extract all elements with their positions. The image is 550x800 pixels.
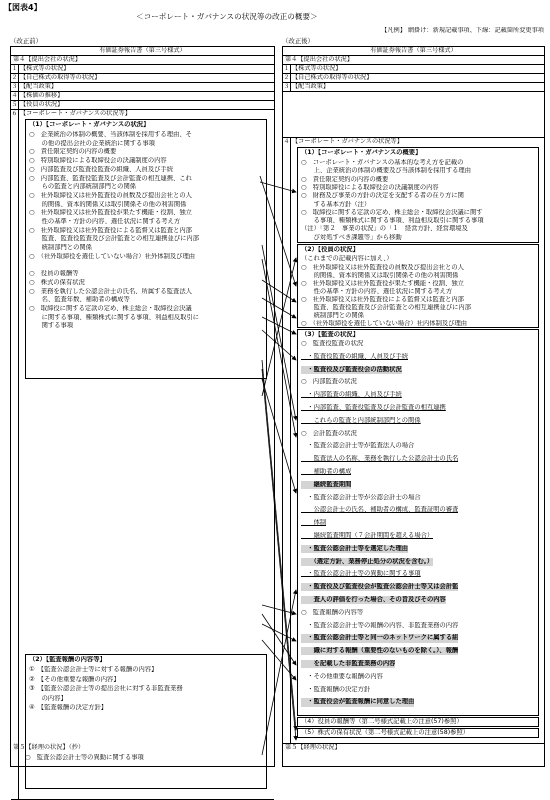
list-item: ○ 特別取締役による取締役会の決議制度の内容 — [29, 157, 167, 165]
arrow-cpa — [262, 379, 296, 493]
left-sub1: （1）【コーポレート・ガバナンスの状況】 — [29, 121, 150, 128]
right-section5: 第５【経理の状況】 — [285, 744, 341, 751]
list-item: ○ 内部監査、監査役監査及び会計監査の相互連携、これ — [29, 174, 192, 182]
list-item: ・監査公認会計士等が監査法人の場合 — [301, 442, 415, 450]
list-item: 的関係、資本的関係又は取引関係その他の利害関係 — [29, 200, 187, 208]
list-item: ○ 社外取締役又は社外監査役が果たす機能・役割、独立 — [29, 209, 192, 217]
arrow-audit-coordination — [262, 259, 296, 437]
list-item: ・監査役及び監査役会が監査公認会計士等又は会計監 — [301, 583, 459, 591]
figure-label: 【図表4】 — [4, 3, 42, 12]
list-item: ・監査公認会計士等を選定した理由 — [301, 544, 409, 552]
list-item: 継続監査期間（７会計期間を超える場合） — [301, 532, 434, 539]
list-item: ○ 社外取締役又は社外監査役による監督又は監査と内部 — [301, 296, 464, 303]
list-item: の内容】 — [29, 694, 67, 702]
list-item: び対処すべき課題等」から移動 — [301, 233, 402, 241]
list-item: ○ 責任限定契約の内容の概要 — [301, 175, 389, 183]
list-item: らの監査と内部統制部門との関係 — [29, 183, 137, 191]
left-row-5: ５ 【役員の状況】 — [11, 101, 274, 110]
list-item: ○ 役員の報酬等 — [29, 270, 79, 278]
arrow-outside-director-1 — [262, 280, 296, 302]
list-item: ・監査報酬の決定方針 — [301, 685, 371, 693]
left-section5-item: ○ 監査公認会計士等の異動に関する事項 — [25, 754, 144, 761]
list-item: ・内部監査の組織、人員及び手続 — [301, 391, 402, 399]
list-item: 性の基準・方針の内容、選任状況に関する考え方 — [29, 218, 181, 225]
list-item: ○ 財務及び事業の方針の決定を支配する者の在り方に関 — [301, 192, 464, 200]
left-row-3: ３ 【配当政策】 — [11, 83, 274, 92]
list-item: ・監査公認会計士等と同一のネットワークに属する組 — [301, 634, 459, 642]
list-item: に関する事項、種類株式に関する事項、利益相反取引に — [29, 313, 200, 321]
list-item: （選定方針、業務停止処分の状況を含む。） — [301, 557, 434, 565]
list-item: を記載した非監査業務の内容 — [301, 660, 396, 667]
right-sub4: （4）役員の報酬等（第二号様式記載上の注意(57)参照） — [301, 718, 463, 725]
right-section4: 第４【提出会社の状況】 — [283, 56, 544, 65]
left-sub2: （2）【監査報酬の内容等】 — [29, 656, 106, 663]
left-row-6: ６ 【コーポレート・ガバナンスの状況等】 （1）【コーポレート・ガバナンスの状況】 ○ 企業統治の体制の概要、当該体制を採用する理由、そ の他の提出会社の企業統治に関する事項 ○ 責任限定契約の内容の概要 ○ 特別取締役による取締役会の決議制度の内容 ○ 内部監査及び監査役監査の組織、人員及び手続 ○ 内部監査、監査役監査及び会計監査の相互連携、これ らの監査と内部統制部門との関係 ○ 社外取締役又は社外監査役の員数及び提出会社との人 的関係、資本的関係又は取引関係その他の利害関係 ○ 社外取締役又は社外監査役が果たす機能・役割、独立 性の基準・方針の内容、選任状況に関する考え方 ○ 社外取締役又は社外監査役による監督又は監査と内部 監査、監査役監査及び会計監査との相互連携並びに内部 統制部門との関係 ○ （社外取締役を選任していない場合）社外体制及び理由 ○ 役員の報酬等 ○ 株式の保有状況 ○ 業務を執行した公認会計士の氏名、所属する監査法人 名、監査年数、補助者の構成等 ○ 取締役に関する定款の定め、株主総会・取締役会決議 に関する事項、種類株式に関する事項、利益相反取引に 関する事項 （2）【監査報酬の内容等】 ① 【監査公認会計士等に対する報酬の内容】 ② 【その他重要な報酬の内容】 ③ 【監査公認会計士等の提出会社に対する非監査業務 の内容】 ④ 【監査報酬の決定方針】 — [11, 110, 274, 800]
list-item: ○ 株式の保有状況 — [29, 278, 85, 286]
arrow-outside-director-2 — [262, 298, 296, 318]
list-item: ・監査公認会計士等の異動に関する事項 — [301, 570, 421, 578]
list-item: 関する事項 — [29, 322, 74, 330]
list-item: （注）「第２ 事業の状況」の「１ 経営方針、経営環境及 — [301, 225, 468, 233]
legend: 【凡例】 網掛け：新規記載事項、下線：記載箇所変更事項 — [381, 27, 544, 34]
list-item: 統制部門との関係 — [29, 244, 92, 252]
list-item: ○ 会計監査の状況 — [301, 429, 357, 437]
right-row-3: ３ 【配当政策】 — [283, 83, 544, 92]
list-item: ○ 内部監査及び監査役監査の組織、人員及び手続 — [29, 165, 174, 173]
list-item: ○ 特別取締役による取締役会の決議制度の内容 — [301, 183, 439, 191]
list-item: これらの監査と内部統制部門との関係 — [301, 416, 421, 424]
arrow-compensation — [262, 360, 296, 730]
list-item: ① 【監査公認会計士等に対する報酬の内容】 — [29, 666, 158, 673]
list-item: 監査、監査役監査及び会計監査との相互連携並びに内部 — [301, 304, 472, 311]
arrow-fee-1 — [262, 605, 296, 614]
right-sub5: （5）株式の保有状況（第二号様式記載上の注意(58)参照） — [301, 729, 470, 736]
list-item: ② 【その他重要な報酬の内容】 — [29, 675, 120, 683]
list-item: 織に対する報酬（重要性のないものを除く。）、報酬 — [301, 647, 459, 655]
list-item: 補助者の構成 — [301, 468, 352, 475]
list-item: ○ 業務を執行した公認会計士の氏名、所属する監査法人 — [29, 287, 192, 295]
left-row-4: ４ 【株価の推移】 — [11, 92, 274, 101]
arrow-shareholding — [262, 369, 296, 740]
left-form-title: 有価証券報告書（第三号様式） — [11, 47, 274, 56]
list-item: 継続監査期間 — [301, 480, 352, 488]
right-sub2: （2）【役員の状況】 — [301, 246, 359, 253]
list-item: ○ （社外取締役を選任していない場合）社外体制及び理由 — [29, 252, 196, 260]
list-item: 名、監査年数、補助者の構成等 — [29, 296, 130, 304]
list-item: 統制部門との関係 — [301, 312, 364, 319]
right-row-2: ２ 【自己株式の取得等の状況】 — [283, 74, 544, 83]
list-item: ○ 内部監査の状況 — [301, 378, 357, 386]
list-item: 上、企業統治の体制の概要及び当該体制を採用する理由 — [301, 167, 472, 175]
list-item: ・監査公認会計士等の報酬の内容、非監査業務の内容 — [301, 621, 459, 629]
list-item: る事項、種類株式に関する事項、利益相反取引に関する事項 — [301, 217, 484, 225]
right-header: （改正後） — [282, 37, 314, 45]
list-item: 監査、監査役監査及び会計監査との相互連携並びに内部 — [29, 235, 200, 243]
list-item: 体制 — [301, 519, 327, 527]
list-item: ○ 監査報酬の内容等 — [301, 608, 364, 616]
right-row-4: ４ 【コーポレート・ガバナンスの状況等】 （1）【コーポレート・ガバナンスの概要】 ○ コーポレート・ガバナンスの基本的な考え方を記載の 上、企業統治の体制の概要及び当該体制を採用する理由 ○ 責任限定契約の内容の概要 ○ 特別取締役による取締役会の決議制度の内容 ○ 財務及び事業の方針の決定を支配する者の在り方に関 する基本方針（注） ○ 取締役に関する定款の定め、株主総会・取締役会決議に関す る事項、種類株式に関する事項、利益相反取引に関する事項 （注）「第２ 事業の状況」の「１ 経営方針、経営環境及 び対処すべき課題等」から移動 （2）【役員の状況】 （これまでの記載内容に加え、） ○ 社外取締役又は社外監査役の員数及び提出会社との人 的関係、資本的関係又は取引関係その他の利害関係 ○ 社外取締役又は社外監査役が果たす機能・役割、独立 性の基準・方針の内容、選任状況に関する考え方 ○ 社外取締役又は社外監査役による監督又は監査と内部 監査、監査役監査及び会計監査との相互連携並びに内部 統制部門との関係 ○ （社外取締役を選任していない場合）社内体制及び理由 （3）【監査の状況】 ○ 監査役監査の状況 ・監査役監査の組織、人員及び手続 ・監査役及び監査役会の活動状況 ○ 内部監査の状況 ・内部監査の組織、人員及び手続 ・内部監査、監査役監査及び会計監査の相互連携 これらの監査と内部統制部門との関係 ○ 会計監査の状況 ・監査公認会計士等が監査法人の場合 監査法人の名称、業務を執行した公認会計士の氏名 補助者の構成 継続監査期間 ・監査公認会計士等が公認会計士の場合 公認会計士の氏名、補助者の構成、監査証明の審査 体制 継続監査期間（７会計期間を超える場合） ・監査公認会計士等を選定した理由 （選定方針、業務停止処分の状況を含む。） ・監査公認会計士等の異動に関する事項 ・監査役及び監査役会が監査公認会計士等又は会計監 査人の評価を行った場合、その旨及びその内容 ○ 監査報酬の内容等 ・監査公認会計士等の報酬の内容、非監査業務の内容 ・監査公認会計士等と同一のネットワークに属する組 織に対する報酬（重要性のないものを除く。）、報酬 を記載した非監査業務の内容 ・その他重要な報酬の内容 ・監査報酬の決定方針 ・監査役会が監査報酬に同意した理由 （4）役員の報酬等（第二号様式記載上の注意(57)参照） （5）株式の保有状況（第二号様式記載上の注意(58)参照） — [283, 137, 544, 744]
list-item: ○ 社外取締役又は社外監査役による監督又は監査と内部 — [29, 226, 192, 234]
list-item: ○ 取締役に関する定款の定め、株主総会・取締役会決議 — [29, 305, 192, 312]
page-title: ＜コーポレート・ガバナンスの状況等の改正の概要＞ — [136, 12, 318, 21]
list-item: ・監査役及び監査役会の活動状況 — [301, 365, 402, 373]
list-item: ○ 企業統治の体制の概要、当該体制を採用する理由、そ — [29, 131, 192, 138]
list-item: 的関係、資本的関係又は取引関係その他の利害関係 — [301, 272, 459, 279]
list-item: ○ 社外取締役又は社外監査役が果たす機能・役割、独立 — [301, 280, 464, 287]
list-item: ・監査公認会計士等が公認会計士の場合 — [301, 493, 421, 501]
list-item: ○ 監査役監査の状況 — [301, 340, 364, 347]
left-row-1: １ 【株式等の状況】 — [11, 65, 274, 74]
arrow-fee-3 — [262, 624, 296, 641]
right-sub3: （3）【監査の状況】 — [301, 331, 359, 338]
list-item: 公認会計士の氏名、補助者の構成、監査証明の審査 — [301, 506, 459, 514]
right-sub1: （1）【コーポレート・ガバナンスの概要】 — [301, 149, 422, 156]
list-item: 性の基準・方針の内容、選任状況に関する考え方 — [301, 288, 453, 295]
list-item: ・内部監査、監査役監査及び会計監査の相互連携 — [301, 404, 446, 411]
right-form-title: 有価証券報告書（第三号様式） — [283, 47, 544, 56]
list-item: する基本方針（注） — [301, 200, 371, 208]
list-item: 監査法人の名称、業務を執行した公認会計士の氏名 — [301, 455, 459, 463]
left-section4: 第４【提出会社の状況】 — [11, 56, 274, 65]
right-row-1: １ 【株式等の状況】 — [283, 65, 544, 74]
arrow-governance — [260, 182, 296, 192]
left-header: （改正前） — [10, 37, 42, 45]
left-row-2: ２ 【自己株式の取得等の状況】 — [11, 74, 274, 83]
list-item: ○ 社外取締役又は社外監査役の員数及び提出会社との人 — [301, 264, 464, 271]
arrow-officers — [260, 176, 296, 286]
list-item: 査人の評価を行った場合、その旨及びその内容 — [301, 596, 446, 603]
left-section5: 第５【経理の状況】（抄） — [13, 744, 85, 751]
list-item: ④ 【監査報酬の決定方針】 — [29, 704, 108, 711]
arrow-articles — [262, 258, 296, 396]
list-item: の他の提出会社の企業統治に関する事項 — [29, 139, 155, 147]
list-item: ・その他重要な報酬の内容 — [301, 672, 383, 680]
list-item: ○ 社外取締役又は社外監査役の員数及び提出会社との人 — [29, 191, 192, 199]
list-item: ○ 責任限定契約の内容の概要 — [29, 148, 117, 156]
list-item: ・監査役会が監査報酬に同意した理由 — [301, 698, 415, 706]
list-item: ・監査役監査の組織、人員及び手続 — [301, 352, 409, 360]
right-sub2-note: （これまでの記載内容に加え、） — [301, 255, 393, 262]
arrow-fee-2 — [262, 614, 296, 665]
list-item: ③ 【監査公認会計士等の提出会社に対する非監査業務 — [29, 685, 183, 692]
list-item: ○ 取締役に関する定款の定め、株主総会・取締役会決議に関す — [301, 208, 483, 216]
list-item: ○ コーポレート・ガバナンスの基本的な考え方を記載の — [301, 159, 464, 166]
list-item: ○ （社外取締役を選任していない場合）社内体制及び理由 — [301, 320, 468, 327]
